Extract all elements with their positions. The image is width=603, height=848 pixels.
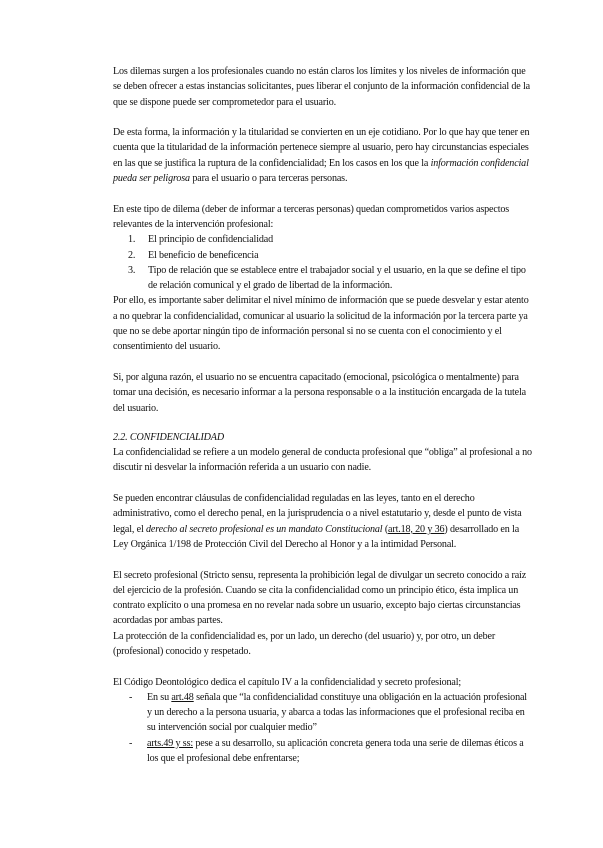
paragraph-codigo: El Código Deontológico dedica el capítulo IV a la confidencialidad y secreto profesional;: [113, 676, 462, 688]
dash-list: [113, 690, 533, 766]
spacer: [113, 416, 533, 423]
list-text: El principio de confidencialidad: [148, 234, 273, 246]
text-run: pese a su desarrollo, su aplicación concreta genera toda una serie de dilemas éticos a los que el profesional debe enfrentarse;: [147, 737, 524, 765]
spacer: [113, 552, 533, 567]
spacer: [113, 355, 533, 370]
paragraph-tipo-dilema: En este tipo de dilema (deber de informar a terceras personas) quedan comprometidos varios aspectos relevantes de la intervención profesional:: [113, 203, 510, 230]
text-run: De esta forma, la información y la titularidad se convierten en un eje cotidiano. Por lo que hay que tener en cuenta que la titularidad de la información pertenece siempre al usuario, pero hay circunstancias especiales en las que se justifica la ruptura de la confidencialidad; En los casos en los que la: [113, 127, 530, 169]
paragraph-titularidad: [113, 125, 533, 186]
list-item: [113, 736, 533, 767]
article-reference-link[interactable]: arts.49 y ss:: [147, 737, 193, 749]
text-run: (: [382, 523, 389, 535]
spacer: [113, 659, 533, 674]
paragraph-por-ello: Por ello, es importante saber delimitar el nivel mínimo de información que se puede desvelar y estar atento a no quebrar la confidencialidad, comunicar al usuario la solicitud de la información por la tercera parte ya que no se debe aportar ningún tipo de información personal si no se cuenta con el conocimiento y el consentimiento del usuario.: [113, 295, 529, 353]
section-heading: 2.2. CONFIDENCIALIDAD: [113, 431, 224, 443]
spacer: [113, 423, 533, 430]
dash-marker: -: [129, 691, 133, 703]
text-run: ) desarrollado en la Ley Orgánica 1/198 de Protección Civil del Derecho al Honor y a la intimidad Personal.: [113, 523, 520, 550]
italic-phrase: información confidencial pueda ser peligrosa: [113, 157, 529, 185]
spacer: [113, 476, 533, 491]
spacer: [113, 110, 533, 125]
dash-marker: -: [129, 737, 133, 749]
text-run: Se pueden encontrar cláusulas de confidencialidad reguladas en las leyes, tanto en el derecho administrativo, como el derecho penal, en la jurisprudencia o a nivel estatutario y, desde el punto de vista legal, el: [113, 493, 522, 535]
text-run: para el usuario o para terceras personas.: [189, 173, 348, 185]
list-item: [113, 232, 533, 247]
italic-phrase: derecho al secreto profesional es un mandato Constitucional: [145, 523, 383, 535]
list-text: [139, 736, 533, 767]
text-run: señala que “la confidencialidad constituye una obligación en la actuación profesional y un derecho a la persona usuaria, y abarca a todas las informaciones que el profesional reciba en su intervención social por cualquier medio”: [147, 691, 527, 734]
article-reference-link[interactable]: art.18, 20 y 36: [388, 523, 445, 535]
paragraph-dilemas: Los dilemas surgen a los profesionales cuando no están claros los límites y los niveles de información que se deben ofrecer a estas instancias solicitantes, pues liberar el conjunto de la información confidencial de la que se dispone puede ser comprometedor para el usuario.: [113, 66, 530, 108]
paragraph-secreto: El secreto profesional (Stricto sensu, representa la prohibición legal de divulgar un secreto conocido a raíz del ejercicio de la profesión. Cuando se cita la confidencialidad como un principio ético, ésta implica un contrato explícito o una promesa en no revelar nada sobre un usuario, excepto bajo ciertas circunstancias acordadas por ambas partes.: [113, 569, 527, 627]
spacer: [113, 186, 533, 201]
list-text: El beneficio de beneficencia: [148, 249, 259, 261]
text-run: En su: [147, 691, 172, 703]
paragraph-clausulas: [113, 491, 533, 552]
list-number: 2.: [128, 249, 136, 261]
article-reference-link[interactable]: art.48: [171, 691, 194, 703]
paragraph-capacitado: Si, por alguna razón, el usuario no se encuentra capacitado (emocional, psicológica o mentalmente) para tomar una decisión, es necesario informar a la persona responsable o a la institución encargada de la tutela del usuario.: [113, 371, 526, 414]
list-item: [113, 690, 533, 736]
paragraph-confidencialidad: La confidencialidad se refiere a un modelo general de conducta profesional que “obliga” al profesional a no discutir ni desvelar la información referida a un usuario con nadie.: [113, 447, 532, 474]
paragraph-proteccion: La protección de la confidencialidad es, por un lado, un derecho (del usuario) y, por otro, un deber (profesional) conocido y respetado.: [113, 630, 496, 657]
list-number: 3.: [128, 264, 136, 276]
document-page: [113, 64, 533, 766]
list-item: [113, 248, 533, 263]
list-number: 1.: [128, 234, 136, 246]
numbered-list: [113, 232, 533, 293]
list-item: [113, 263, 533, 294]
list-text: Tipo de relación que se establece entre el trabajador social y el usuario, en la que se define el tipo de relación comunical y el grado de libertad de la información.: [148, 264, 526, 292]
list-text: [139, 690, 533, 736]
